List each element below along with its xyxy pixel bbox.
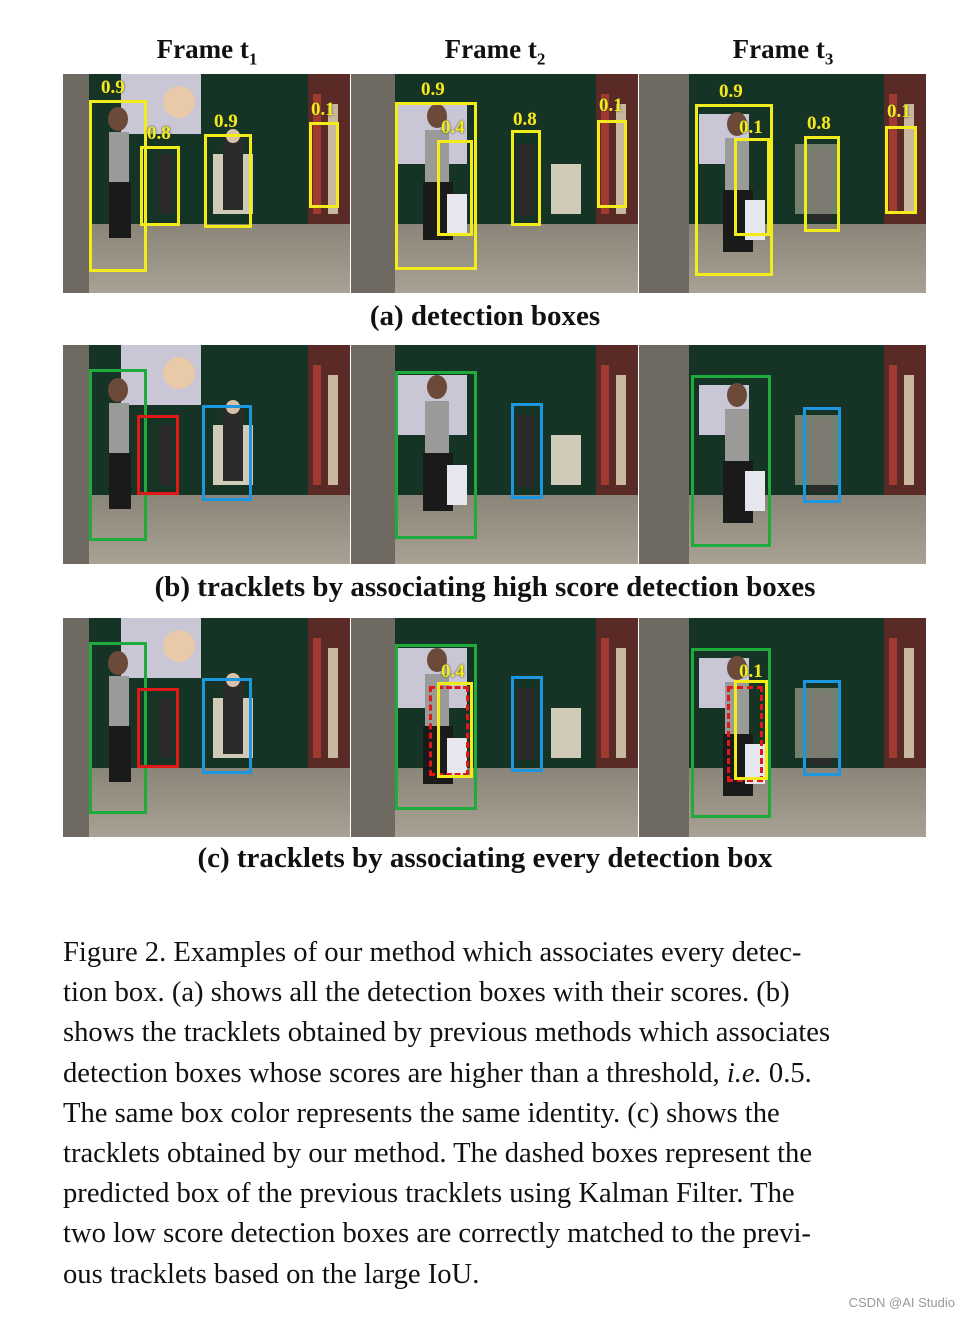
detection-score: 0.8 [147,123,171,144]
detection-score: 0.1 [311,99,335,120]
detection-box [89,100,147,272]
caption-line: ous tracklets based on the large IoU. [63,1258,480,1290]
panel-c-frame1 [63,618,350,837]
detection-score: 0.9 [719,81,743,102]
detection-score: 0.9 [421,79,445,100]
caption-line: tracklets obtained by our method. The dashed boxes represent the [63,1138,813,1170]
caption-line: tion box. (a) shows all the detection boxes with their scores. (b) [63,977,790,1009]
tracklet-box-blue [511,403,543,499]
tracklet-box-red [137,415,179,495]
detection-box [140,146,180,226]
tracklet-box-blue [803,407,841,503]
panel-a-frame3 [639,74,926,293]
panel-a-frame1 [63,74,350,293]
tracklet-box-red [137,688,179,768]
street-scene-image [639,345,926,564]
caption-line: detection boxes whose scores are higher than a threshold, i.e. 0.5. [63,1057,812,1089]
row-every-box-tracklets [63,618,926,837]
detection-box [804,136,840,232]
subcaption-c: (c) tracklets by associating every detection box [197,842,773,874]
frame-title-2: Frame $t_2$ [444,34,546,69]
detection-score: 0.1 [887,101,911,122]
detection-score: 0.4 [441,117,465,138]
panel-c-frame3 [639,618,926,837]
panel-b-frame1 [63,345,350,564]
detection-score: 0.1 [599,95,623,116]
low-score-detection-box [734,680,768,780]
detection-box [511,130,541,226]
tracklet-box-blue [202,405,252,501]
detection-score: 0.1 [739,117,763,138]
figure-caption [63,933,929,1295]
detection-score: 0.4 [441,661,465,682]
tracklet-box-green [395,371,477,539]
subcaption-a: (a) detection boxes [369,300,601,332]
frame-title-3: Frame $t_3$ [732,34,834,69]
watermark: CSDN @AI Studio [848,1295,955,1310]
caption-line: The same box color represents the same identity. (c) shows the [63,1097,780,1129]
panel-b-frame3 [639,345,926,564]
subcaption-b: (b) tracklets by associating high score detection boxes [154,571,816,603]
tracklet-box-green [691,375,771,547]
row-detection-boxes [63,74,926,293]
detection-box [204,134,252,228]
detection-score: 0.9 [214,111,238,132]
caption-line: predicted box of the previous tracklets using Kalman Filter. The [63,1178,795,1210]
tracklet-box-blue [511,676,543,772]
caption-line: two low score detection boxes are correctly matched to the previ- [63,1218,811,1250]
caption-line: shows the tracklets obtained by previous methods which associates [63,1017,831,1049]
street-scene-image [639,74,926,293]
panel-c-frame2 [351,618,638,837]
detection-box [597,120,627,208]
detection-score: 0.9 [101,77,125,98]
tracklet-box-blue [803,680,841,776]
panel-b-frame2 [351,345,638,564]
low-score-detection-box [437,682,473,778]
detection-box [734,138,770,236]
row-high-score-tracklets [63,345,926,564]
panel-a-frame2 [351,74,638,293]
caption-line: Figure 2. Examples of our method which associates every detec- [63,937,802,968]
detection-box [437,140,473,236]
tracklet-box-blue [202,678,252,774]
detection-box [885,126,917,214]
detection-score: 0.8 [807,113,831,134]
frame-title-1: Frame $t_1$ [156,34,258,69]
detection-score: 0.1 [739,661,763,682]
detection-score: 0.8 [513,109,537,130]
street-scene-image [639,618,926,837]
detection-box [309,122,339,208]
